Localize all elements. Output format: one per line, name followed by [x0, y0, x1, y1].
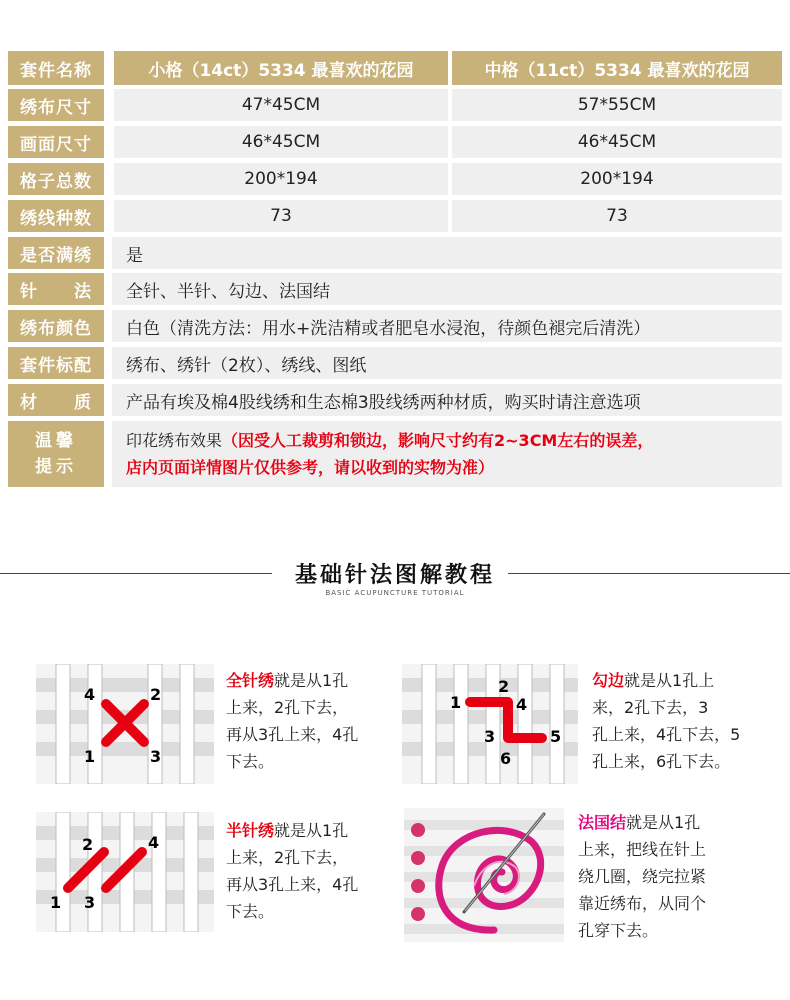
- desc-line: 上来，2孔下去，: [226, 698, 349, 717]
- spec-row-thread-count: [8, 200, 782, 232]
- spec-value: 白色（清洗方法：用水+洗洁精或者肥皂水浸泡，待颜色褪完后清洗）: [112, 310, 782, 342]
- spec-value: 200*194: [452, 163, 782, 195]
- hole-number: 1: [84, 747, 96, 766]
- hole-number: 3: [84, 893, 96, 912]
- spec-label: 格子总数: [8, 163, 104, 195]
- stitch-name: 全针绣: [226, 671, 275, 690]
- spec-value: 绣布、绣针（2枚）、绣线、图纸: [112, 347, 782, 379]
- spec-label: [8, 273, 104, 305]
- spec-value: 46*45CM: [114, 126, 448, 158]
- spec-label: 绣布颜色: [8, 310, 104, 342]
- stitch-name: 法国结: [578, 813, 627, 832]
- french-knot-diagram: [404, 808, 564, 942]
- section-title: 基础针法图解教程: [294, 563, 495, 588]
- spec-col2-header: 中格（11ct）5334 最喜欢的花园: [452, 51, 782, 85]
- tip-line-1: [126, 427, 653, 454]
- desc-line: 就是从1孔: [626, 813, 701, 832]
- desc-line: 来，2孔下去，3: [592, 698, 709, 717]
- spec-value: 57*55CM: [452, 89, 782, 121]
- desc-line: 孔上来，6孔下去。: [592, 752, 731, 771]
- stitch-name: 勾边: [592, 671, 625, 690]
- tip-label-line: 温馨: [35, 431, 77, 451]
- spec-header-row: [8, 51, 782, 85]
- spec-label: 绣线种数: [8, 200, 104, 232]
- spec-label-part: 针: [20, 281, 38, 302]
- spec-row-cloth-color: [8, 310, 782, 342]
- hole-number: 2: [150, 685, 162, 704]
- spec-label: [8, 384, 104, 416]
- desc-line: 上来，2孔下去，: [226, 848, 349, 867]
- spec-row-image-size: [8, 126, 782, 158]
- outline-stitch-description: [592, 667, 762, 775]
- desc-line: 就是从1孔: [274, 671, 349, 690]
- tip-lead: 印花绣布效果: [126, 431, 223, 450]
- desc-line: 再从3孔上来，4孔: [226, 875, 359, 894]
- desc-line: 就是从1孔上: [624, 671, 715, 690]
- tip-text: [112, 421, 782, 487]
- spec-row-tip: [8, 421, 782, 487]
- spec-value: 73: [452, 200, 782, 232]
- hole-number: 2: [82, 835, 94, 854]
- spec-value: 全针、半针、勾边、法国结: [112, 273, 782, 305]
- half-stitch-description: [226, 817, 396, 925]
- spec-row-stitch-method: [8, 273, 782, 305]
- spec-row-material: [8, 384, 782, 416]
- hole-number: 1: [50, 893, 62, 912]
- spec-row-cloth-size: [8, 89, 782, 121]
- spec-label-part: 质: [74, 392, 92, 413]
- desc-line: 上来，把线在针上: [578, 840, 707, 859]
- desc-line: 绕几圈，绕完拉紧: [578, 867, 707, 886]
- spec-row-kit-contents: [8, 347, 782, 379]
- hole-number: 2: [498, 677, 510, 696]
- half-stitch-diagram: [36, 812, 214, 932]
- spec-value: 47*45CM: [114, 89, 448, 121]
- spec-label: 套件名称: [8, 51, 104, 85]
- spec-label: 画面尺寸: [8, 126, 104, 158]
- spec-value: 200*194: [114, 163, 448, 195]
- hole-number: 4: [148, 833, 160, 852]
- hole-number: 6: [500, 749, 512, 768]
- spec-label: 是否满绣: [8, 237, 104, 269]
- full-stitch-diagram: [36, 664, 214, 784]
- hole-number: 4: [84, 685, 96, 704]
- desc-line: 下去。: [226, 752, 275, 771]
- tip-label-line: 提示: [35, 457, 77, 477]
- spec-value: 73: [114, 200, 448, 232]
- tip-warning: （因受人工裁剪和锁边，影响尺寸约有2~3CM左右的误差，: [222, 431, 654, 450]
- spec-row-grid-count: [8, 163, 782, 195]
- spec-value: 46*45CM: [452, 126, 782, 158]
- spec-value: 是: [112, 237, 782, 269]
- full-stitch-description: [226, 667, 396, 775]
- spec-col1-header: 小格（14ct）5334 最喜欢的花园: [114, 51, 448, 85]
- spec-value: 产品有埃及棉4股线绣和生态棉3股线绣两种材质，购买时请注意选项: [112, 384, 782, 416]
- spec-label: [8, 421, 104, 487]
- desc-line: 靠近绣布，从同个: [578, 894, 707, 913]
- spec-label: 套件标配: [8, 347, 104, 379]
- tip-line-2: 店内页面详情图片仅供参考，请以收到的实物为准）: [126, 458, 495, 477]
- hole-number: 3: [484, 727, 496, 746]
- hole-number: 4: [516, 695, 528, 714]
- stitch-name: 半针绣: [226, 821, 275, 840]
- desc-line: 孔穿下去。: [578, 921, 659, 940]
- desc-line: 下去。: [226, 902, 275, 921]
- hole-number: 5: [550, 727, 562, 746]
- spec-label-part: 法: [74, 281, 92, 302]
- outline-stitch-diagram: [402, 664, 578, 784]
- french-knot-description: [578, 809, 748, 944]
- desc-line: 再从3孔上来，4孔: [226, 725, 359, 744]
- hole-number: 1: [450, 693, 462, 712]
- desc-line: 就是从1孔: [274, 821, 349, 840]
- spec-row-full-stitch: [8, 237, 782, 269]
- hole-number: 3: [150, 747, 162, 766]
- spec-label: 绣布尺寸: [8, 89, 104, 121]
- desc-line: 孔上来，4孔下去，5: [592, 725, 741, 744]
- section-subtitle: BASIC ACUPUNCTURE TUTORIAL: [325, 589, 465, 597]
- spec-label-part: 材: [20, 392, 38, 413]
